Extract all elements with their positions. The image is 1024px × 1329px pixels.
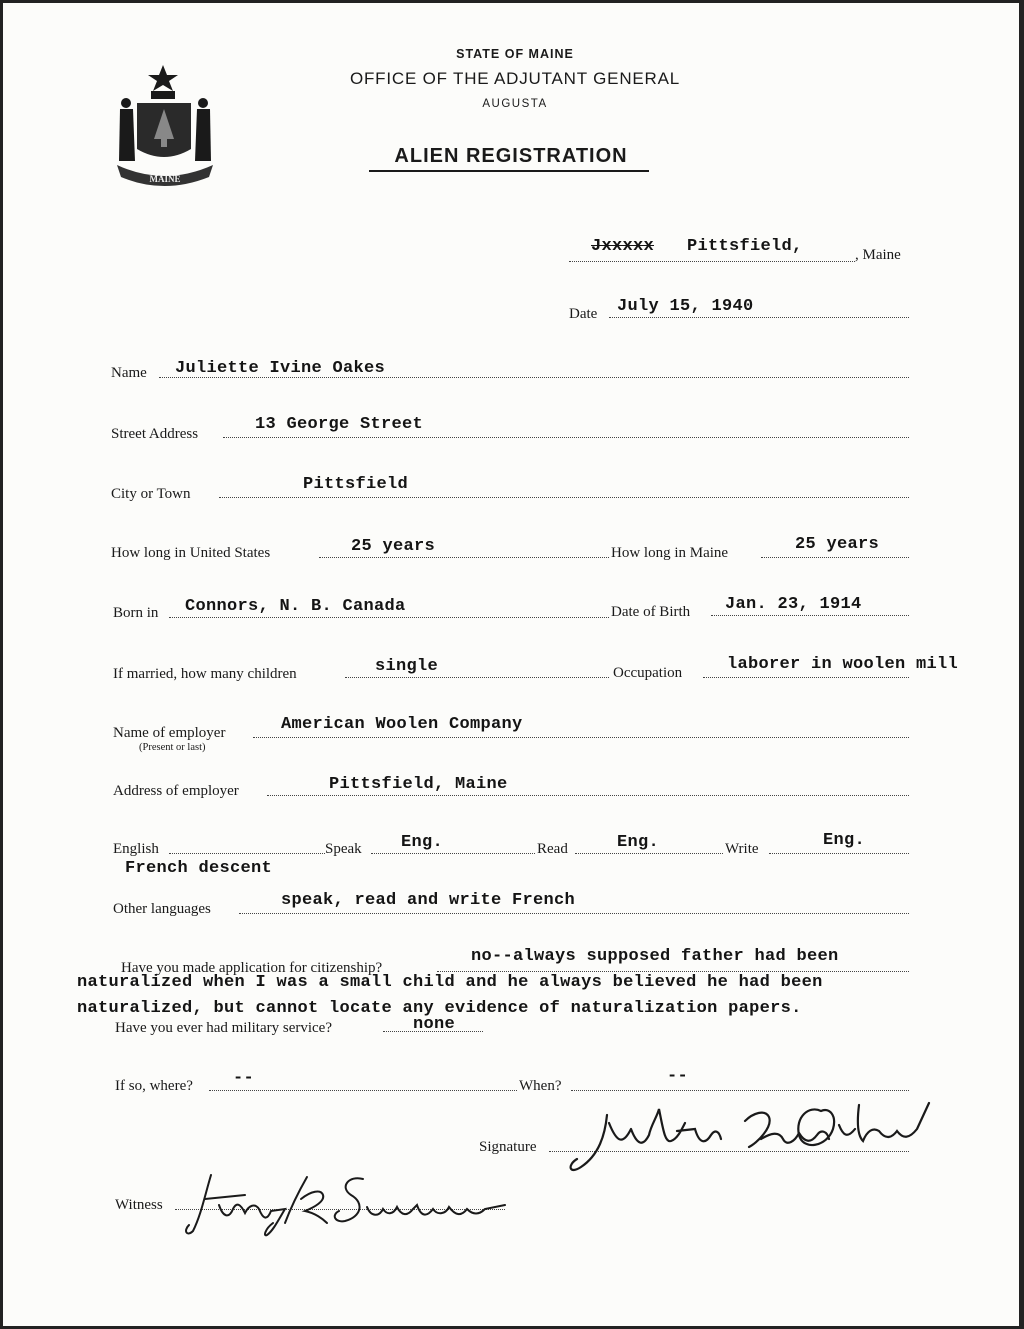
how-long-us-label: How long in United States (111, 545, 271, 561)
english-line (169, 853, 325, 854)
read-label: Read (537, 841, 568, 857)
where-value: -- (233, 1069, 255, 1088)
military-label: Have you ever had military service? (115, 1020, 332, 1036)
descent-value: French descent (125, 859, 273, 878)
where-line (209, 1090, 517, 1091)
city-value: Pittsfield (303, 475, 409, 494)
born-in-value: Connors, N. B. Canada (185, 597, 406, 616)
write-line (769, 853, 909, 854)
title-underline (369, 170, 649, 172)
other-languages-line (239, 913, 909, 914)
employer-value: American Woolen Company (281, 715, 523, 734)
witness-handwriting (175, 1165, 515, 1245)
street-line (223, 437, 909, 438)
children-label: If married, how many children (113, 666, 297, 682)
dob-label: Date of Birth (611, 604, 691, 620)
speak-line (371, 853, 535, 854)
signature-label: Signature (479, 1139, 537, 1155)
signature-handwriting (559, 1095, 939, 1185)
employer-address-label: Address of employer (113, 783, 239, 799)
date-label: Date (569, 306, 598, 322)
children-line (345, 677, 609, 678)
office-heading: OFFICE OF THE ADJUTANT GENERAL (349, 69, 681, 88)
form-title: ALIEN REGISTRATION (394, 145, 628, 167)
read-line (575, 853, 723, 854)
state-heading: STATE OF MAINE (456, 47, 574, 61)
how-long-maine-value: 25 years (795, 535, 880, 554)
read-value: Eng. (617, 833, 660, 852)
citizenship-line (437, 971, 909, 972)
employer-label: Name of employer (113, 725, 226, 741)
city-label: City or Town (111, 486, 191, 502)
speak-value: Eng. (401, 833, 444, 852)
seal-text: MAINE (149, 174, 181, 184)
name-label: Name (111, 365, 147, 381)
how-long-maine-label: How long in Maine (611, 545, 729, 561)
english-label: English (113, 841, 159, 857)
speak-label: Speak (325, 841, 362, 857)
citizenship-value-3: naturalized, but cannot locate any evidence of naturalization papers. (77, 999, 802, 1018)
how-long-us-line (319, 557, 609, 558)
how-long-us-value: 25 years (351, 537, 436, 556)
children-value: single (375, 657, 439, 676)
other-languages-value: speak, read and write French (281, 891, 576, 910)
when-line (571, 1090, 909, 1091)
citizenship-label: Have you made application for citizenship? (121, 960, 383, 976)
place-line (569, 261, 855, 262)
name-value: Juliette Ivine Oakes (175, 359, 386, 378)
write-label: Write (725, 841, 759, 857)
military-value: none (413, 1015, 456, 1034)
when-value: -- (667, 1067, 689, 1086)
employer-line (253, 737, 909, 738)
when-label: When? (519, 1078, 562, 1094)
maine-label: , Maine (855, 247, 901, 263)
city-heading: AUGUSTA (482, 98, 548, 110)
how-long-maine-line (761, 557, 909, 558)
employer-address-line (267, 795, 909, 796)
occupation-label: Occupation (613, 665, 683, 681)
place-struck-value: Jxxxxx (591, 237, 655, 256)
dob-value: Jan. 23, 1914 (725, 595, 862, 614)
born-in-line (169, 617, 609, 618)
date-value: July 15, 1940 (617, 297, 754, 316)
occupation-value: laborer in woolen mill (727, 655, 959, 674)
where-label: If so, where? (115, 1078, 193, 1094)
born-in-label: Born in (113, 605, 159, 621)
other-languages-label: Other languages (113, 901, 211, 917)
citizenship-value-1: no--always supposed father had been (471, 947, 839, 966)
occupation-line (703, 677, 909, 678)
city-line (219, 497, 909, 498)
write-value: Eng. (823, 831, 866, 850)
dob-line (711, 615, 909, 616)
street-label: Street Address (111, 426, 199, 442)
witness-label: Witness (115, 1197, 163, 1213)
citizenship-value-2: naturalized when I was a small child and he always believed he had been (77, 973, 823, 992)
place-value: Pittsfield, (687, 237, 803, 256)
employer-address-value: Pittsfield, Maine (329, 775, 508, 794)
date-line (609, 317, 909, 318)
employer-note: (Present or last) (139, 742, 206, 753)
street-value: 13 George Street (255, 415, 424, 434)
